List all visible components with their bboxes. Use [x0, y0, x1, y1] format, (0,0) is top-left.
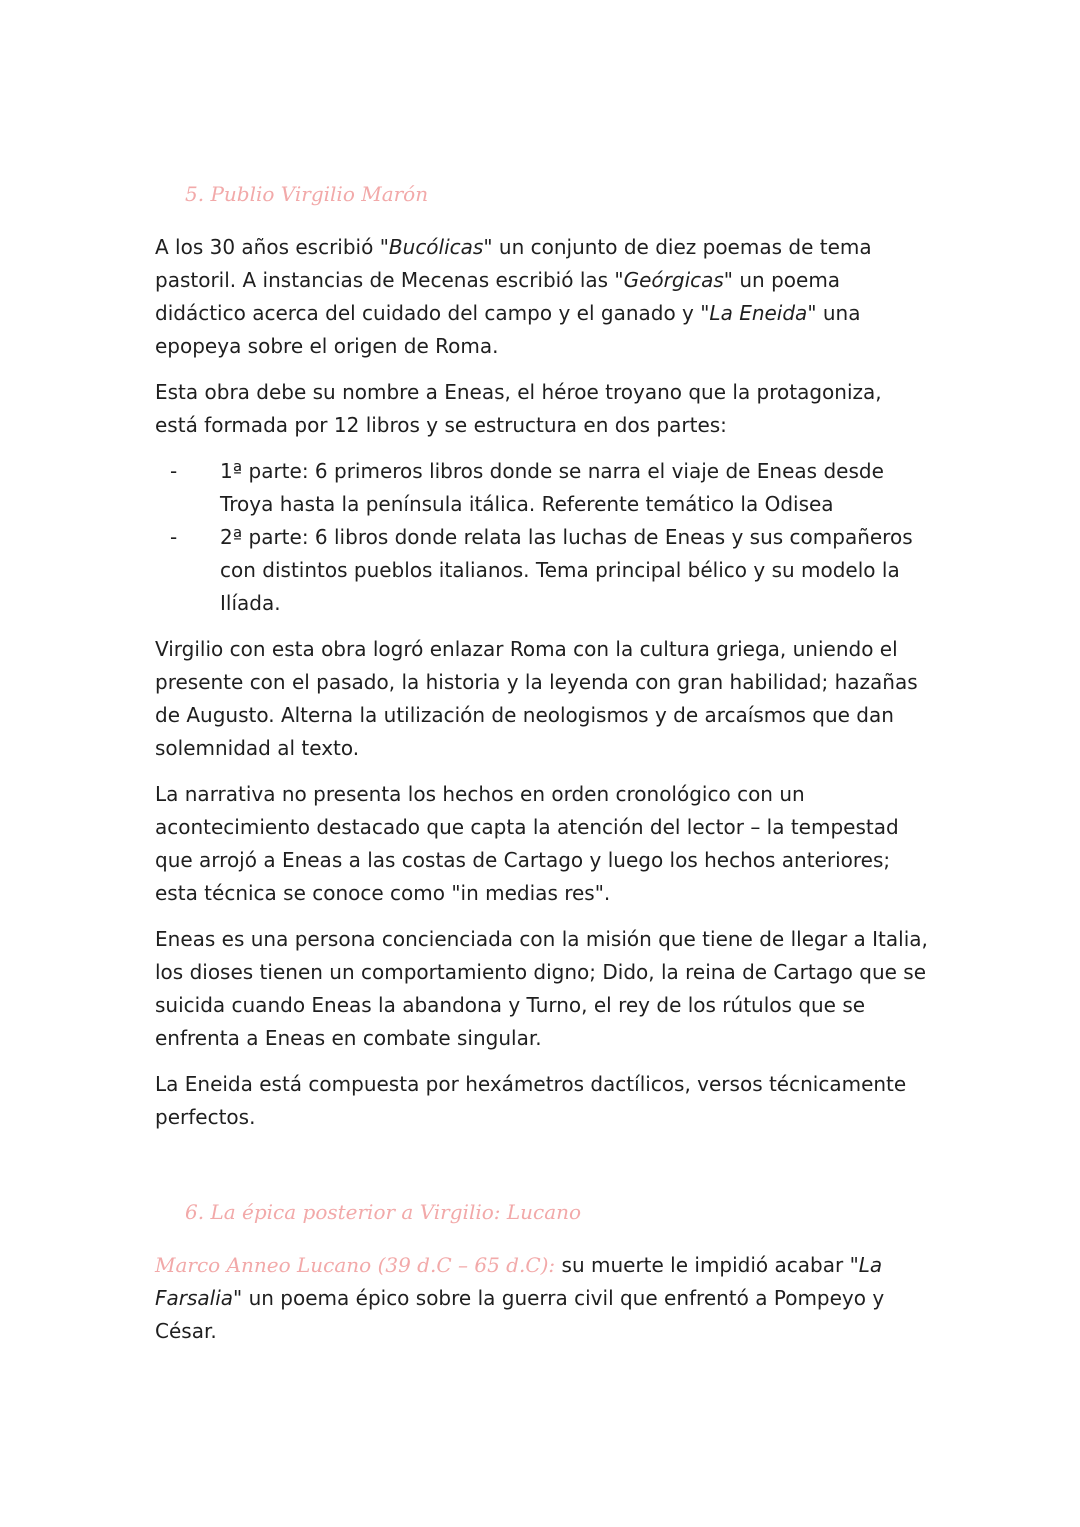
- section-heading-virgilio: 5. Publio Virgilio Marón: [185, 182, 429, 206]
- paragraph-achievement: Virgilio con esta obra logró enlazar Roma con la cultura griega, uniendo el presente con el pasado, la historia y la leyenda con gran habilidad; hazañas de Augusto. Alterna la utilización de neologismos y de arcaísmos que dan solemnidad al texto.: [155, 637, 918, 760]
- list-item-text: 2ª parte: 6 libros donde relata las luchas de Eneas y sus compañeros con distintos pueblos italianos. Tema principal bélico y su modelo la Ilíada.: [220, 525, 913, 615]
- dash-bullet: -: [170, 459, 178, 483]
- list-item-part-2: [170, 521, 930, 620]
- paragraph-lucano: [155, 1249, 930, 1348]
- text-run: su muerte le impidió acabar: [555, 1253, 850, 1277]
- title-eneida: "La Eneida": [700, 301, 817, 325]
- text-run: una epopeya sobre el origen de Roma.: [155, 301, 861, 358]
- list-item-text: 1ª parte: 6 primeros libros donde se narra el viaje de Eneas desde Troya hasta la península itálica. Referente temático la Odisea: [220, 459, 884, 516]
- text-run: un poema didáctico acerca del cuidado del campo y el ganado y: [155, 268, 841, 325]
- text-run: un poema épico sobre la guerra civil que enfrentó a Pompeyo y César.: [155, 1286, 885, 1343]
- text-run: un conjunto de diez poemas de tema pastoril. A instancias de Mecenas escribió las: [155, 235, 872, 292]
- paragraph-works: [155, 231, 930, 363]
- title-farsalia: "La Farsalia": [155, 1253, 883, 1310]
- section-heading-lucano: 6. La épica posterior a Virgilio: Lucano: [185, 1200, 582, 1224]
- dash-bullet: -: [170, 525, 178, 549]
- paragraph-narrative: La narrativa no presenta los hechos en orden cronológico con un acontecimiento destacado que capta la atención del lector – la tempestad que arrojó a Eneas a las costas de Cartago y luego los hechos anteriores; esta técnica se conoce como "in medias res".: [155, 782, 899, 905]
- title-bucolicas: "Bucólicas": [379, 235, 493, 259]
- text-run: A los 30 años escribió: [155, 235, 380, 259]
- document-content: [155, 178, 930, 1361]
- title-georgicas: "Geórgicas": [614, 268, 734, 292]
- paragraph-meter: La Eneida está compuesta por hexámetros dactílicos, versos técnicamente perfectos.: [155, 1072, 907, 1129]
- paragraph-characters: Eneas es una persona concienciada con la misión que tiene de llegar a Italia, los dioses tienen un comportamiento digno; Dido, la reina de Cartago que se suicida cuando Eneas la abandona y Turno, el rey de los rútulos que se enfrenta a Eneas en combate singular.: [155, 927, 928, 1050]
- parts-list: [155, 455, 930, 620]
- paragraph-structure: Esta obra debe su nombre a Eneas, el héroe troyano que la protagoniza, está formada por 12 libros y se estructura en dos partes:: [155, 380, 882, 437]
- author-name-lucano: Marco Anneo Lucano (39 d.C – 65 d.C):: [155, 1253, 556, 1277]
- list-item-part-1: [170, 455, 930, 521]
